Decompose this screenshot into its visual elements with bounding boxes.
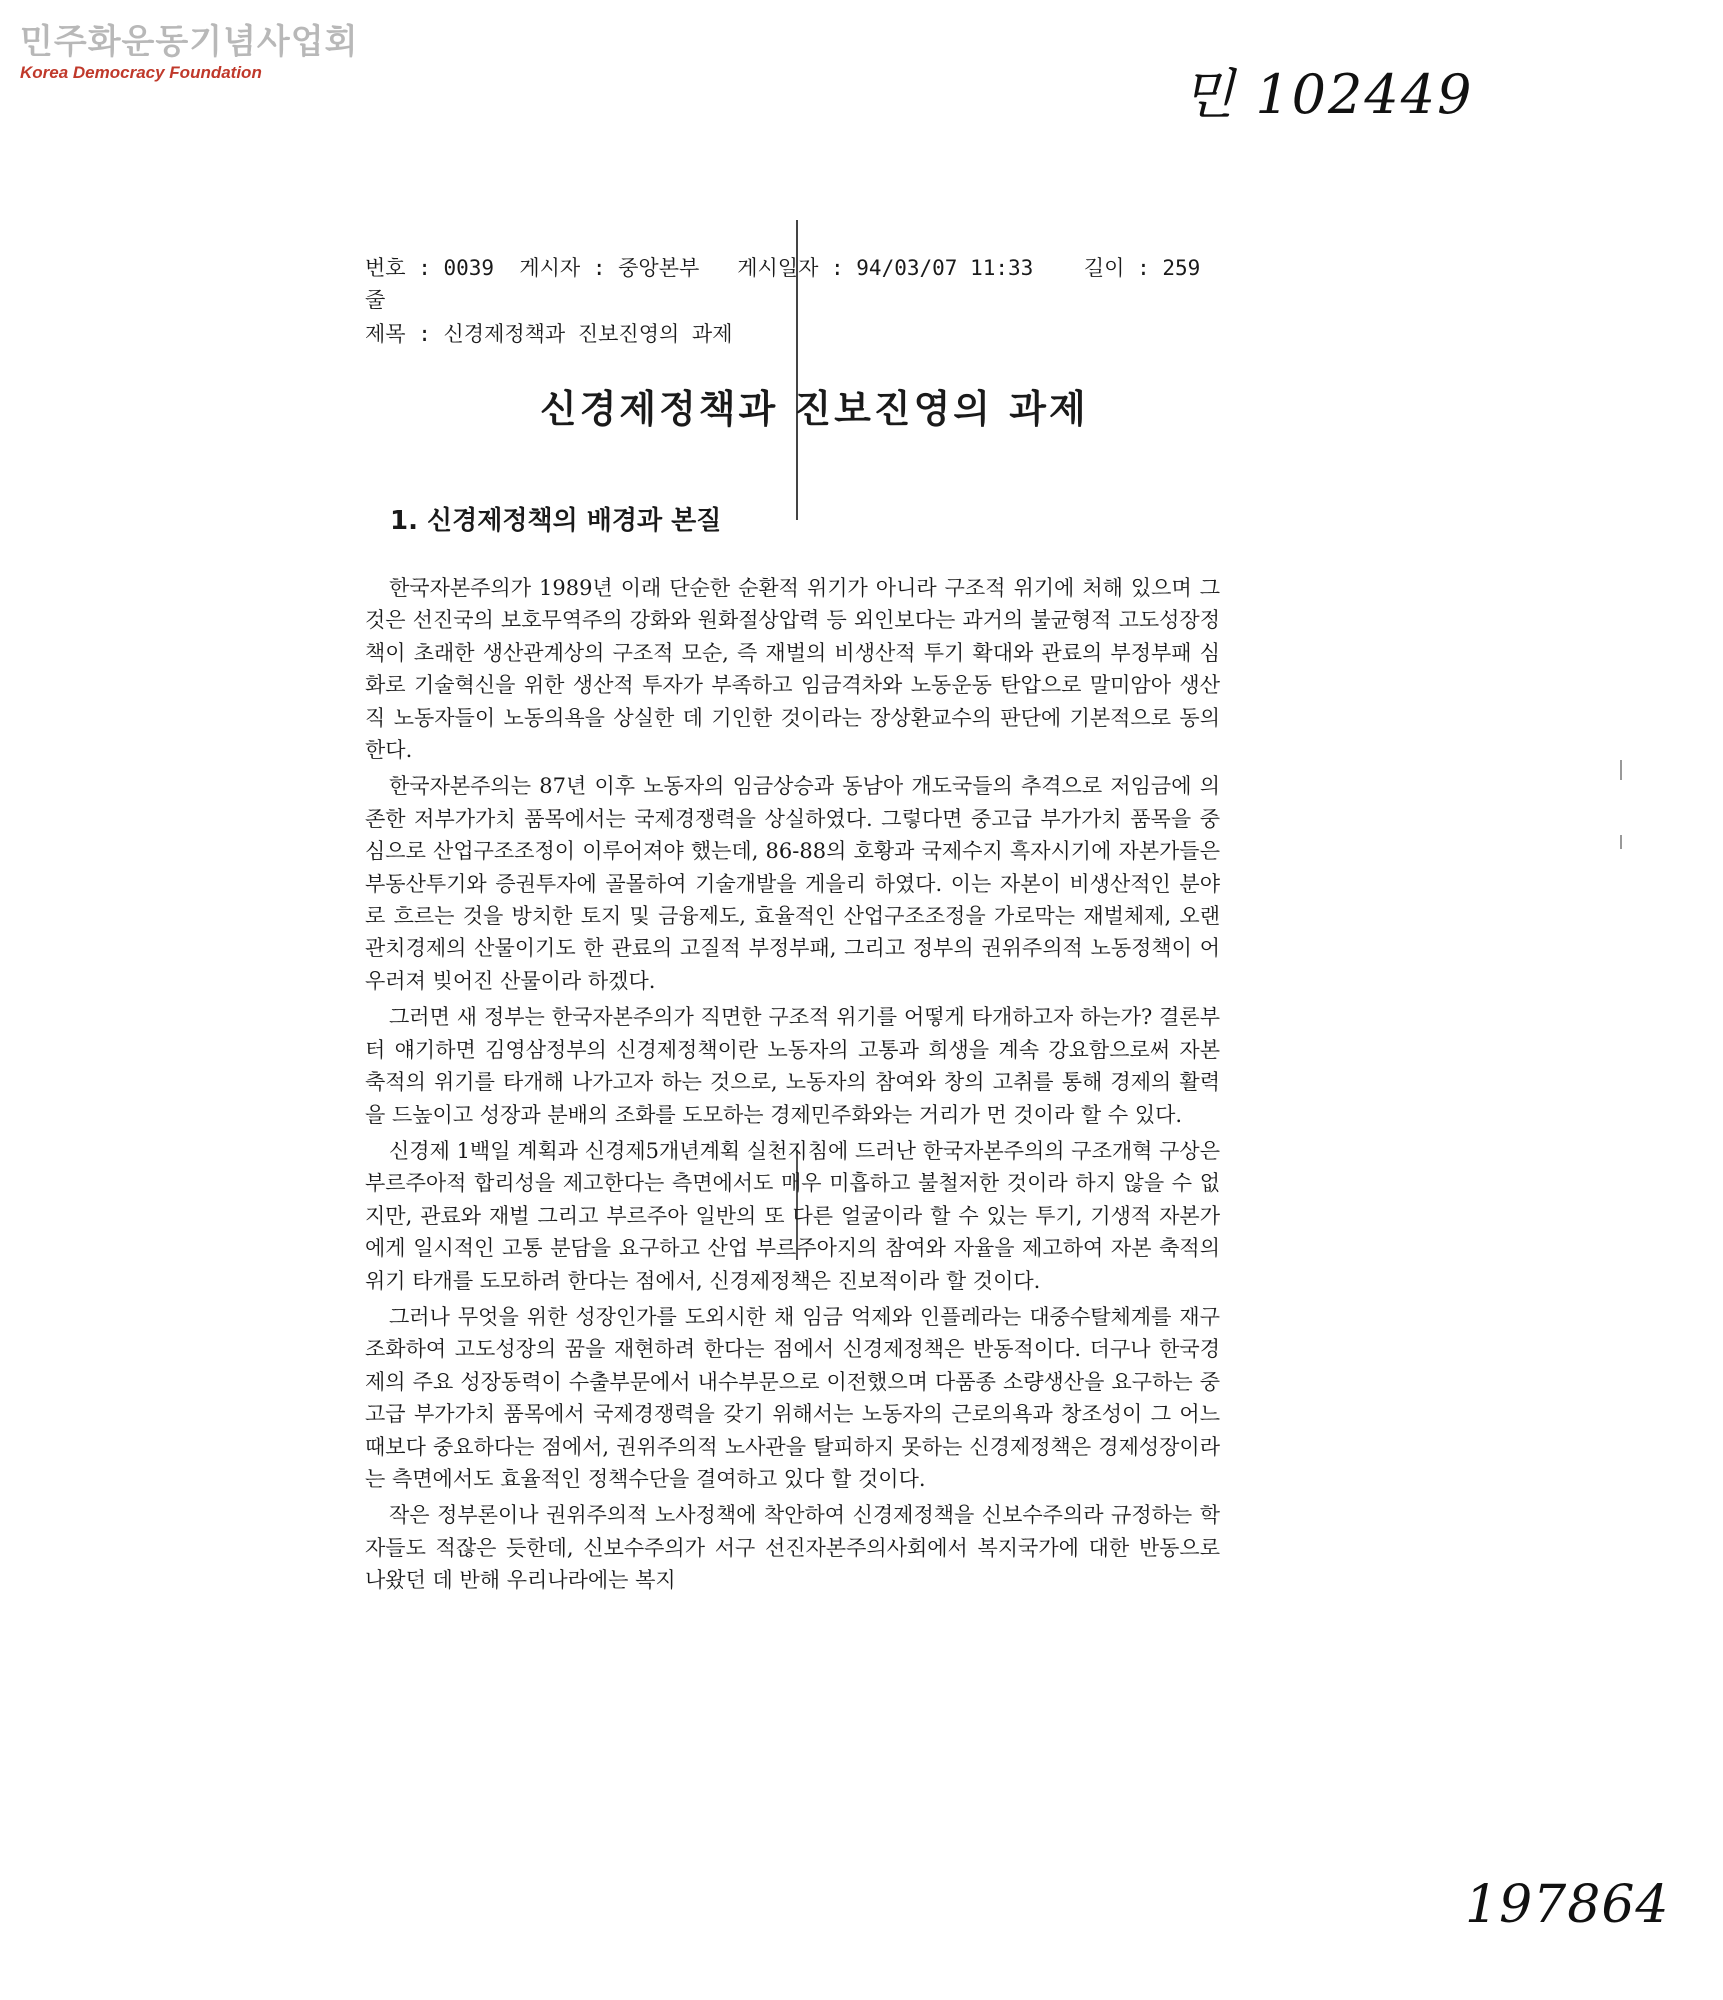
paragraph: 한국자본주의가 1989년 이래 단순한 순환적 위기가 아니라 구조적 위기에 처해 있으며 그것은 선진국의 보호무역주의 강화와 원화절상압력 등 외인보다는 과거의 불균형적 고도성장정책이 초래한 생산관계상의 구조적 모순, 즉 재벌의 비생산적 투기 확대와 관료의 부정부패 심화로 기술혁신을 위한 생산적 투자가 부족하고 임금격차와 노동운동 탄압으로 말미암아 생산직 노동자들이 노동의욕을 상실한 데 기인한 것이라는 장상환교수의 판단에 기본적으로 동의한다. [365,576,1220,763]
foundation-watermark [20,22,358,84]
handwritten-page-number: 197864 [1465,1875,1670,1935]
paragraph: 그러면 새 정부는 한국자본주의가 직면한 구조적 위기를 어떻게 타개하고자 하는가? 결론부터 얘기하면 김영삼정부의 신경제정책이란 노동자의 고통과 희생을 계속 강요함으로써 자본 축적의 위기를 타개해 나가고자 하는 것으로, 노동자의 참여와 창의 고취를 통해 경제의 활력을 드높이고 성장과 분배의 조화를 도모하는 경제민주화와는 거리가 먼 것이라 할 수 있다. [365,1005,1220,1127]
watermark-korean: 민주화운동기념사업회 [20,22,359,62]
watermark-english: Korea Democracy Foundation [20,63,262,82]
scan-speck [1620,760,1622,780]
paragraph: 그러나 무엇을 위한 성장인가를 도외시한 채 임금 억제와 인플레라는 대중수탈체계를 재구조화하여 고도성장의 꿈을 재현하려 한다는 점에서 신경제정책은 반동적이다. 더구나 한국경제의 주요 성장동력이 수출부문에서 내수부문으로 이전했으며 다품종 소량생산을 요구하는 중 고급 부가가치 품목에서 국제경쟁력을 갖기 위해서는 노동자의 근로의욕과 창조성이 그 어느 때보다 중요하다는 점에서, 권위주의적 노사관을 탈피하지 못하는 신경제정책은 경제성장이라는 측면에서도 효율적인 정책수단을 결여하고 있다 할 것이다. [365,1304,1220,1491]
handwritten-archive-id: 민 102449 [1182,63,1474,126]
paragraph: 신경제 1백일 계획과 신경제5개년계획 실천지침에 드러난 한국자본주의의 구조개혁 구상은 부르주아적 합리성을 제고한다는 측면에서도 매우 미흡하고 불철저한 것이라 하지 않을 수 없지만, 관료와 재벌 그리고 부르주아 일반의 또 다른 얼굴이라 할 수 있는 투기, 기생적 자본가에게 일시적인 고통 분담을 요구하고 산업 부르주아지의 참여와 자율을 제고하여 자본 축적의 위기 타개를 도모하려 한다는 점에서, 신경제정책은 진보적이라 할 것이다. [365,1138,1220,1293]
post-meta-line: 번호 : 0039 게시자 : 중앙본부 게시일자 : 94/03/07 11:33 길이 : 259 [365,256,1201,280]
section-heading: 1. 신경제정책의 배경과 본질 [390,506,722,536]
paragraph: 작은 정부론이나 권위주의적 노사정책에 착안하여 신경제정책을 신보수주의라 규정하는 학자들도 적잖은 듯한데, 신보수주의가 서구 선진자본주의사회에서 복지국가에 대한 반동으로 나왔던 데 반해 우리나라에는 복지 [365,1503,1220,1593]
scan-speck [1620,835,1622,849]
paragraph: 한국자본주의는 87년 이후 노동자의 임금상승과 동남아 개도국들의 추격으로 저임금에 의존한 저부가가치 품목에서는 국제경쟁력을 상실하였다. 그렇다면 중고급 부가가치 품목을 중심으로 산업구조조정이 이루어져야 했는데, 86-88의 호황과 국제수지 흑자시기에 자본가들은 부동산투기와 증권투자에 골몰하여 기술개발을 게을리 하였다. 이는 자본이 비생산적인 분야로 흐르는 것을 방치한 토지 및 금융제도, 효율적인 산업구조조정을 가로막는 재벌체제, 오랜 관치경제의 산물이기도 한 관료의 고질적 부정부패, 그리고 정부의 권위주의적 노동정책이 어우러져 빚어진 산물이라 하겠다. [365,774,1220,993]
body-text [365,572,1220,1601]
document-title: 신경제정책과 진보진영의 과제 [540,387,1089,431]
post-subject-line: 제목 : 신경제정책과 진보진영의 과제 [365,322,733,346]
post-meta-line-wrap: 줄 [365,288,386,312]
